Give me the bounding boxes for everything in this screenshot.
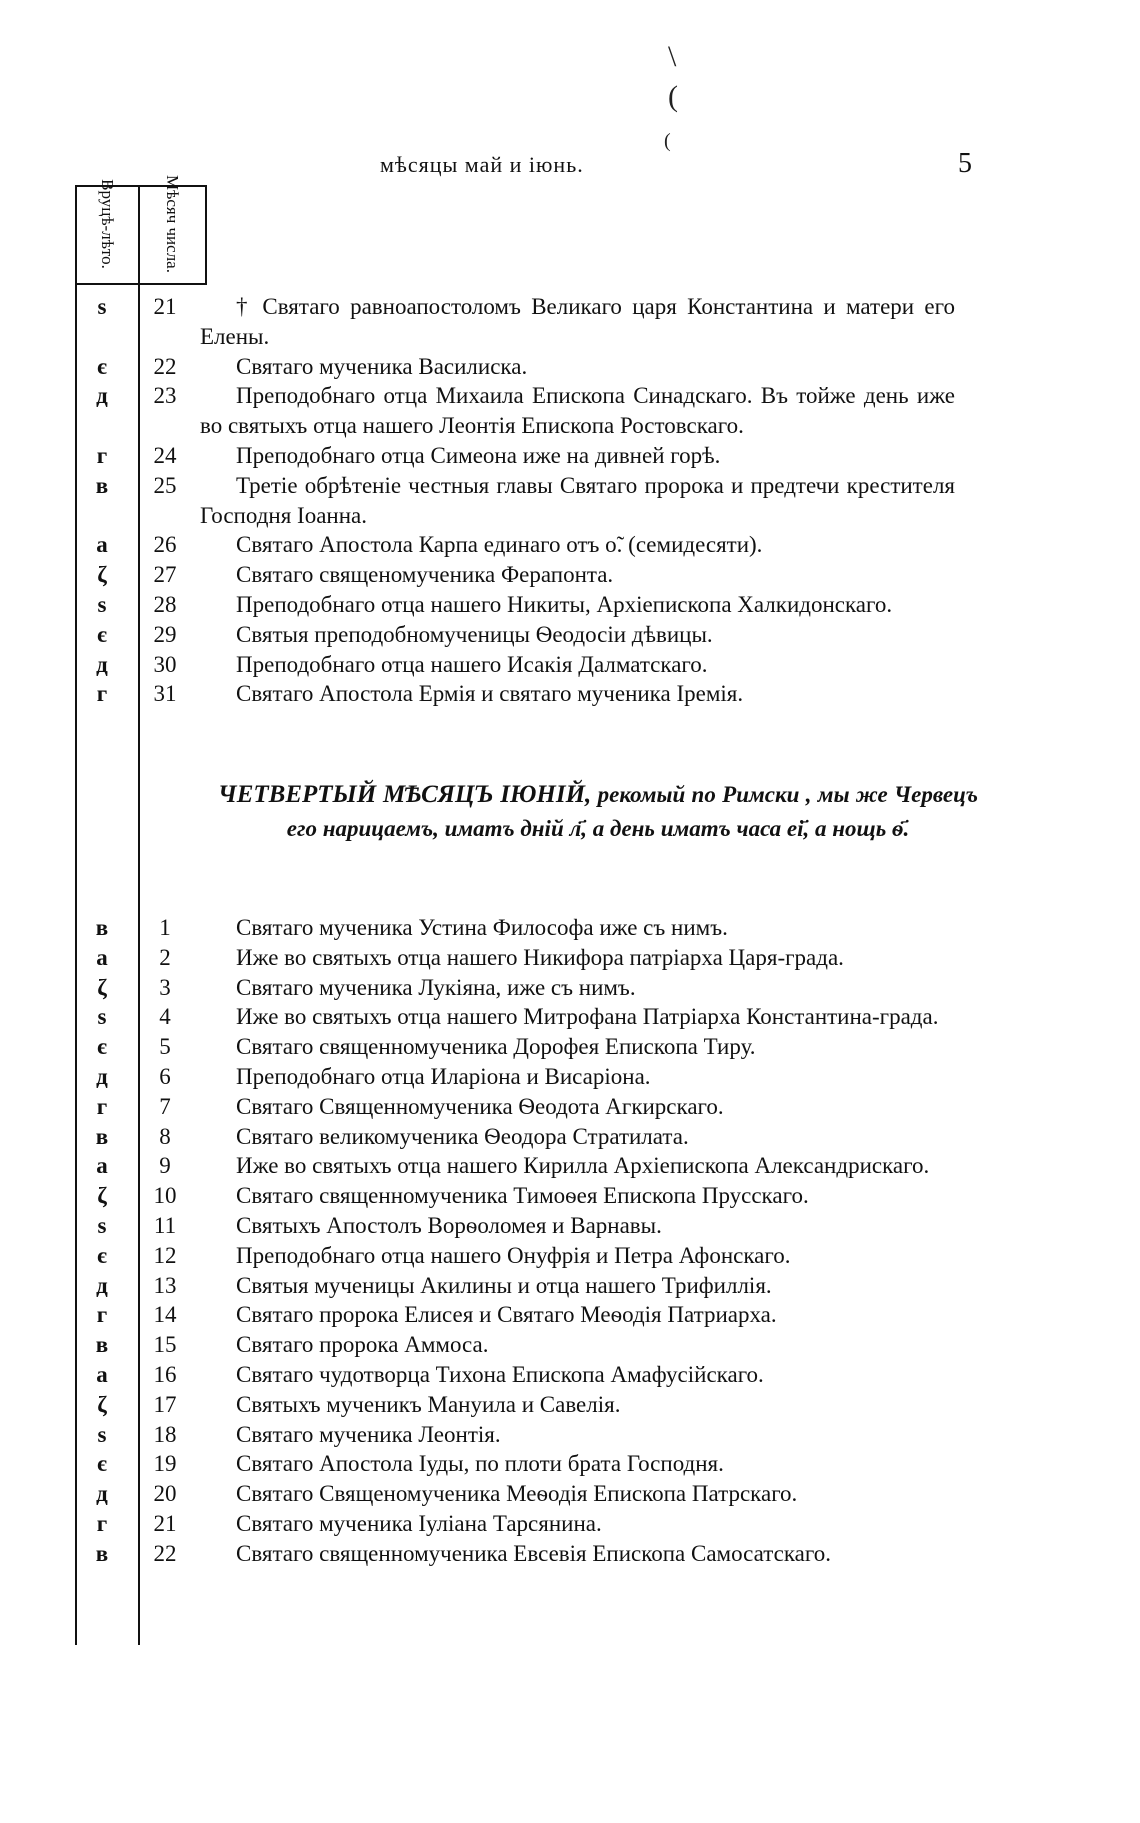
stray-mark: (	[668, 80, 678, 113]
feast-text: Святаго священомученика Ферапонта.	[236, 562, 614, 588]
weekday-letter: є	[97, 621, 107, 647]
weekday-letter: в	[95, 1332, 109, 1358]
day-number: 29	[153, 621, 177, 647]
feast-text: Святаго пророка Елисея и Святаго Меѳодія Патриарха.	[236, 1302, 777, 1328]
day-number: 8	[159, 1123, 171, 1149]
weekday-letter: д	[96, 1272, 108, 1298]
feast-text: Святыя мученицы Акилины и отца нашего Трифиллія.	[236, 1272, 772, 1298]
weekday-letter: ζ	[97, 974, 107, 1000]
day-number: 28	[153, 591, 177, 617]
feast-text: Преподобнаго отца нашего Никиты, Архіепископа Халкидонскаго.	[236, 591, 893, 617]
weekday-letter: д	[96, 383, 108, 409]
calendar-entry	[82, 1151, 982, 1181]
feast-text: Святаго мученика Леонтія.	[236, 1421, 501, 1447]
calendar-entry	[82, 381, 982, 441]
weekday-letter: s	[97, 1212, 107, 1238]
feast-text: Святаго Священномученика Ѳеодота Агкирскаго.	[236, 1093, 724, 1119]
page-number: 5	[958, 148, 972, 179]
table-rule	[75, 283, 207, 285]
june-heading	[218, 778, 978, 846]
day-number: 1	[159, 915, 171, 940]
feast-text: Преподобнаго отца нашего Исакія Далматскаго.	[236, 651, 708, 677]
day-number: 27	[153, 562, 177, 588]
day-number: 20	[153, 1481, 177, 1507]
weekday-letter: в	[95, 1123, 109, 1149]
day-number: 21	[153, 294, 177, 319]
weekday-letter: ζ	[97, 1391, 107, 1417]
calendar-entry	[82, 1509, 982, 1539]
calendar-entry	[82, 1360, 982, 1390]
calendar-entry	[82, 530, 982, 560]
day-number: 5	[159, 1034, 171, 1060]
june-heading-title: ЧЕТВЕРТЫЙ МѢСЯЦЪ ІЮНІЙ,	[218, 781, 592, 808]
calendar-entry	[82, 441, 982, 471]
weekday-letter: г	[96, 1510, 108, 1536]
feast-text: Святаго Апостола Ермія и святаго мученика Іремія.	[236, 681, 744, 707]
calendar-entry	[82, 292, 982, 352]
may-entries	[82, 292, 982, 709]
feast-text: Святаго мученика Іуліана Тарсянина.	[236, 1510, 602, 1536]
weekday-letter: г	[96, 1093, 108, 1119]
weekday-letter: є	[97, 1451, 107, 1477]
calendar-entry	[82, 1211, 982, 1241]
calendar-entry	[82, 1420, 982, 1450]
calendar-entry	[82, 590, 982, 620]
calendar-entry	[82, 1181, 982, 1211]
calendar-entry	[82, 1330, 982, 1360]
feast-text: Святаго священномученика Евсевія Епископа Самосатскаго.	[236, 1540, 831, 1566]
day-number: 11	[153, 1212, 177, 1238]
weekday-letter: s	[97, 294, 107, 319]
feast-text: Преподобнаго отца Симеона иже на дивней горѣ.	[236, 442, 721, 468]
weekday-letter: д	[96, 1481, 108, 1507]
weekday-letter: г	[96, 1302, 108, 1328]
feast-text: Святаго священномученика Дорофея Епископа Тиру.	[236, 1034, 756, 1060]
weekday-letter: а	[96, 1153, 108, 1179]
calendar-entry	[82, 471, 982, 531]
feast-text: Святаго Апостола Іуды, по плоти брата Господня.	[236, 1451, 724, 1477]
feast-text: Преподобнаго отца Михаила Епископа Синадскаго. Въ тойже день иже во святыхъ отца нашего Леонтія Епископа Ростовскаго.	[200, 383, 955, 439]
stray-mark: \	[668, 40, 677, 73]
feast-text: Третіе обрѣтеніе честныя главы Святаго пророка и предтечи крестителя Господня Іоанна.	[200, 472, 955, 528]
feast-text: Святаго Апостола Карпа единаго отъ о̃. (семидесяти).	[236, 532, 763, 558]
weekday-letter: є	[97, 353, 107, 379]
calendar-entry	[82, 913, 982, 943]
feast-text: Преподобнаго отца Иларіона и Висаріона.	[236, 1063, 651, 1089]
calendar-entry	[82, 650, 982, 680]
weekday-letter: а	[96, 532, 108, 558]
weekday-letter: в	[95, 915, 109, 940]
feast-text: Святаго мученика Устина Философа иже съ нимъ.	[236, 915, 728, 940]
feast-text: † Святаго равноапостоломъ Великаго царя Константина и матери его Елены.	[200, 294, 955, 349]
calendar-entry	[82, 1062, 982, 1092]
table-rule	[75, 185, 77, 1645]
feast-text: Иже во святыхъ отца нашего Кирилла Архіепископа Александрискаго.	[236, 1153, 930, 1179]
day-number: 18	[153, 1421, 177, 1447]
column-header-day-number: Мѣсяч числа.	[163, 175, 182, 273]
weekday-letter: ζ	[97, 1183, 107, 1209]
weekday-letter: д	[96, 1063, 108, 1089]
calendar-entry	[82, 943, 982, 973]
calendar-entry	[82, 1271, 982, 1301]
calendar-entry	[82, 1479, 982, 1509]
day-number: 31	[153, 681, 177, 707]
weekday-letter: ζ	[97, 562, 107, 588]
day-number: 4	[159, 1004, 171, 1030]
feast-text: Преподобнаго отца нашего Онуфрія и Петра Афонскаго.	[236, 1242, 791, 1268]
feast-text: Иже во святыхъ отца нашего Никифора патріарха Царя-града.	[236, 944, 844, 970]
june-heading-body: рекомый по Римски , мы же Червецъ его нарицаемъ, иматъ дній л҃, а день иматъ часа еі҃, а нощь ѳ҃.	[286, 782, 978, 841]
weekday-letter: s	[97, 1421, 107, 1447]
day-number: 22	[153, 353, 177, 379]
day-number: 30	[153, 651, 177, 677]
day-number: 26	[153, 532, 177, 558]
weekday-letter: s	[97, 591, 107, 617]
day-number: 3	[159, 974, 171, 1000]
day-number: 14	[153, 1302, 177, 1328]
feast-text: Святаго пророка Аммоса.	[236, 1332, 489, 1358]
feast-text: Святаго великомученика Ѳеодора Стратилата.	[236, 1123, 689, 1149]
weekday-letter: s	[97, 1004, 107, 1030]
day-number: 22	[153, 1540, 177, 1566]
day-number: 15	[153, 1332, 177, 1358]
weekday-letter: є	[97, 1242, 107, 1268]
calendar-entry	[82, 1539, 982, 1569]
column-header-weekday-letter: Вруцѣ-лѣто.	[98, 179, 117, 269]
weekday-letter: є	[97, 1034, 107, 1060]
weekday-letter: д	[96, 651, 108, 677]
weekday-letter: в	[95, 472, 109, 498]
weekday-letter: а	[96, 944, 108, 970]
table-rule	[205, 185, 207, 285]
table-rule	[75, 185, 207, 187]
calendar-entry	[82, 1092, 982, 1122]
calendar-entry	[82, 1300, 982, 1330]
day-number: 2	[159, 944, 171, 970]
weekday-letter: а	[96, 1361, 108, 1387]
calendar-entry	[82, 1002, 982, 1032]
day-number: 6	[159, 1063, 171, 1089]
calendar-entry	[82, 1449, 982, 1479]
feast-text: Святыхъ Апостолъ Ворѳоломея и Варнавы.	[236, 1212, 662, 1238]
calendar-entry	[82, 1241, 982, 1271]
day-number: 21	[153, 1510, 177, 1536]
day-number: 9	[159, 1153, 171, 1179]
feast-text: Святаго Священомученика Меѳодія Епископа Патрскаго.	[236, 1481, 798, 1507]
feast-text: Иже во святыхъ отца нашего Митрофана Патріарха Константина-града.	[236, 1004, 939, 1030]
feast-text: Святаго мученика Лукіяна, иже съ нимъ.	[236, 974, 636, 1000]
calendar-entry	[82, 620, 982, 650]
day-number: 23	[153, 383, 177, 409]
weekday-letter: г	[96, 681, 108, 707]
day-number: 17	[153, 1391, 177, 1417]
calendar-entry	[82, 352, 982, 382]
feast-text: Святаго мученика Василиска.	[236, 353, 528, 379]
feast-text: Святаго чудотворца Тихона Епископа Амафусійскаго.	[236, 1361, 764, 1387]
day-number: 7	[159, 1093, 171, 1119]
calendar-entry	[82, 679, 982, 709]
day-number: 24	[153, 442, 177, 468]
calendar-entry	[82, 1390, 982, 1420]
june-entries	[82, 913, 982, 1569]
calendar-entry	[82, 1122, 982, 1152]
stray-mark: (	[664, 130, 671, 152]
day-number: 13	[153, 1272, 177, 1298]
calendar-entry	[82, 973, 982, 1003]
weekday-letter: в	[95, 1540, 109, 1566]
calendar-entry	[82, 560, 982, 590]
running-header: мѣсяцы май и іюнь.	[380, 152, 584, 177]
day-number: 10	[153, 1183, 177, 1209]
weekday-letter: г	[96, 442, 108, 468]
day-number: 19	[153, 1451, 177, 1477]
feast-text: Святыя преподобномученицы Ѳеодосіи дѣвицы.	[236, 621, 713, 647]
day-number: 16	[153, 1361, 177, 1387]
feast-text: Святаго священномученика Тимоѳея Епископа Прусскаго.	[236, 1183, 809, 1209]
day-number: 25	[153, 472, 177, 498]
feast-text: Святыхъ мученикъ Мануила и Савелія.	[236, 1391, 621, 1417]
calendar-entry	[82, 1032, 982, 1062]
day-number: 12	[153, 1242, 177, 1268]
